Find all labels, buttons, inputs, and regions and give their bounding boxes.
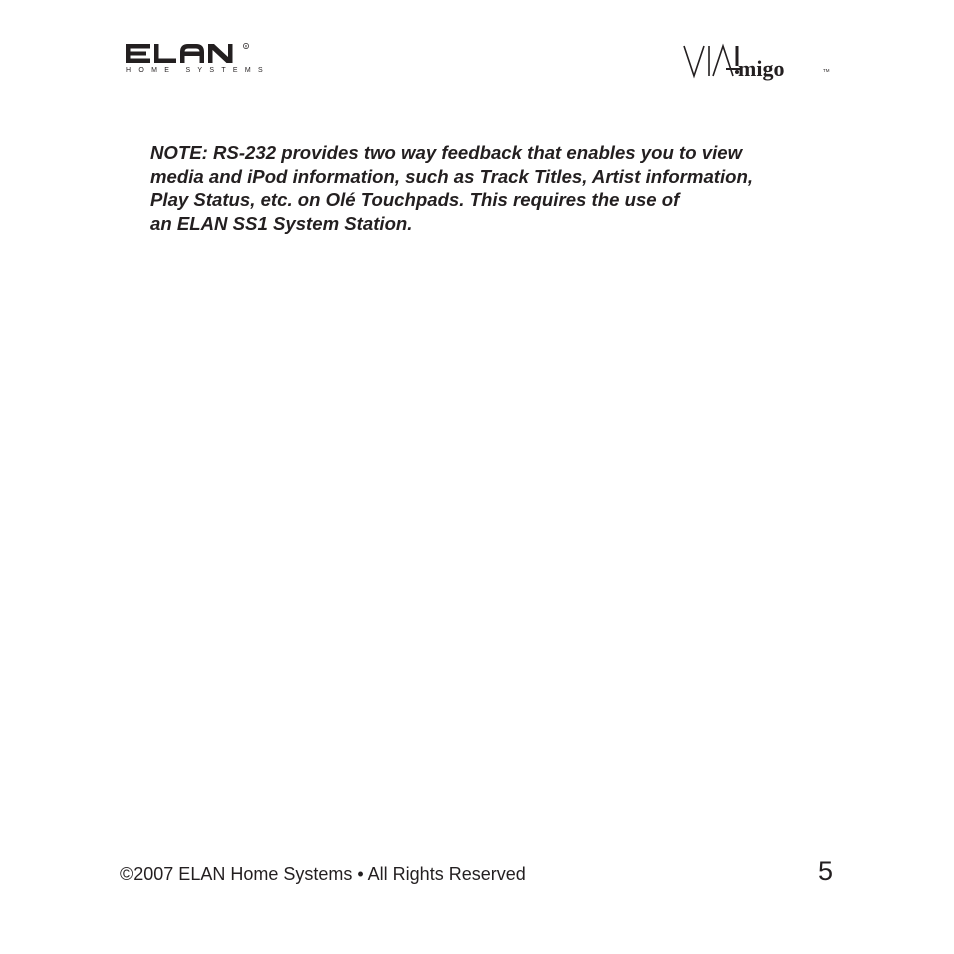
elan-logo-subtitle: HOME SYSTEMS [126, 67, 270, 74]
svg-text:migo: migo [738, 56, 785, 81]
rs232-note [150, 141, 850, 235]
footer-copyright: ©2007 ELAN Home Systems • All Rights Reserved [120, 864, 526, 884]
note-line-4: an ELAN SS1 System Station. [150, 212, 413, 234]
note-line-1: NOTE: RS-232 provides two way feedback that enables you to view [150, 142, 743, 163]
note-line-2: media and iPod information, such as Track Titles, Artist information, [150, 165, 754, 187]
viamigo-logo [682, 40, 832, 82]
note-line-3: Play Status, etc. on Olé Touchpads. This requires the use of [150, 189, 680, 210]
elan-logo [124, 42, 270, 78]
elan-wordmark-icon [124, 42, 252, 66]
svg-text:TM: TM [823, 68, 830, 73]
svg-text:R: R [244, 44, 248, 49]
page-number: 5 [818, 856, 834, 886]
